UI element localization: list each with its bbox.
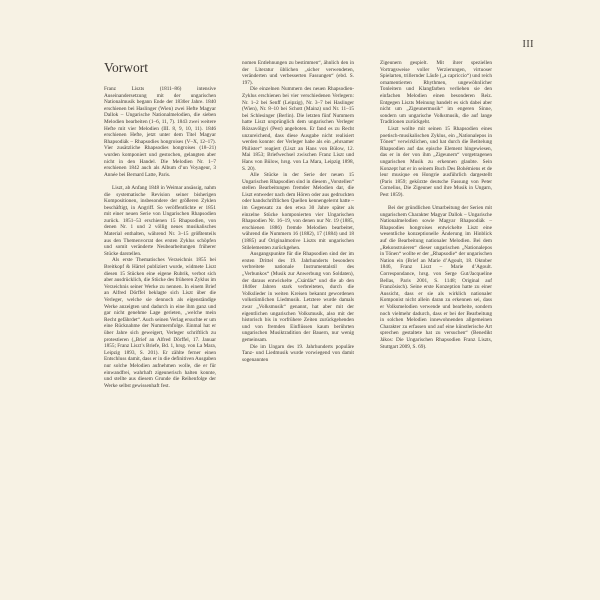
section-heading: Vorwort xyxy=(104,60,149,75)
paragraph: Liszt, ab Anfang 1848 in Weimar ansässig, nahm die systematische Revision seiner bisherigen Kompositionen, insbesondere der größeren Zyklen beschäftigt, in Angriff. So veröffentlichte er 1851 mit einer neuen Serie von Ungarischen Rhapsodien zurück. 1851–53 erschienen 15 Rhapsodien, von denen Nr. 1 und 2 völlig neues musikalisches Material enthalten, während Nr. 3–15 größtenteils aus den Themenvorrat des ersten Zyklus schöpfen und somit veränderte Neubearbeitungen früherer Stücke darstellen. xyxy=(104,184,216,257)
page-number: III xyxy=(522,39,534,50)
paragraph: Bei der gründlichen Umarbeitung der Serien mit ungarischem Charakter Magyar Dallok – Ungarische Nationalmelodien sowie Magyar Rhapsodiák – Rhapsodies hongroises entwickelte Liszt eine wesentliche konzeptionelle Änderung im Hinblick auf die Bearbeitung nationaler Melodien. Bei dem „Rekonstruieren“ dieser ungarischen „Nationalepos in Tönen“ wollte er der „Rhapsodie“ der ungarischen Nation ein (Brief an Marie d’Agoult, 18. Oktober 1846, Franz Liszt – Marie d’Agoult. Correspondance, hrsg. von Serge Gut/Jacqueline Bellas, Paris 2001, S. 1148; Original auf Französisch). Seine erste Konzeption hatte zu einer Aussicht, dass er sie als wirklich nationaler Komponist nicht allein daran zu erkennen sei, dass er Volksmelodien verwende und bearbeite, sondern noch vielmehr dadurch, dass er bei der Bearbeitung in solchen Melodien innewohnenden allgemeinen Charakter zu erfassen und auf eine künstlerische Art sprechen gestaltete hat zu versuchen“ (Benedikt Jákos: Die Ungarischen Rhapsodien Franz Liszts, Stuttgart 2009, S. 69). xyxy=(380,205,492,350)
paragraph: Franz Liszts (1811–86) intensive Auseinandersetzung mit der ungarischen Nationalmusik begann Ende der 1830er Jahre. 1840 erschienen bei Haslinger (Wien) zwei Hefte Magyar Dallok – Ungarische Nationalmelodien, die sieben Melodien bearbeiten (1–6, 11, 7). 1843 zwei weitere Hefte mit vier Melodien (III. 8, 9, 10, 11). 1846 erschienen Hefte, jetzt unter dem Titel Magyar Rhapsodiák – Rhapsodies hongroises (V–X, 12–17). Vier zusätzliche Rhapsodies hongroises (18–21) wurden komponiert und gestochen, gelangten aber nicht in den Handel. Die Melodien Nr. 1–7 erschienen 1842 auch als Album d’un Voyageur, 3 Année bei Bernard Latte, Paris. xyxy=(104,86,216,178)
text-column-1 xyxy=(104,86,216,389)
paragraph: Die einzelnen Nummern des neuen Rhapsodien-Zyklus erschienen bei vier verschiedenen Verlegern: Nr. 1–2 bei Senff (Leipzig), Nr. 3–7 bei Haslinger (Wien), Nr. 8–10 bei Schott (Mainz) und Nr. 11–15 bei Schlesinger (Berlin). Die letzten fünf Nummern hatte Liszt ursprünglich dem ungarischen Verleger Rózsavölgyi (Pest) angeboten. Er fand es zu Recht unzureichend, dass diese Ausgabe nicht realisiert werden konnte: der Verleger habe als ein „ehrsamer Philister“ reagiert (Liszt an Hans von Bülow, 12. Mai 1853; Briefwechsel zwischen Franz Liszt und Hans von Bülow, hrsg. von La Mara, Leipzig 1898, S. 20). xyxy=(242,86,354,172)
text-column-3 xyxy=(380,60,492,350)
paragraph: Ausgangspunkte für die Rhapsodien sind der im ersten Drittel des 19. Jahrhunderts besonders verbreitete nationale Instrumentalstil des „Verbunkos“ (Musik zur Anwerbung von Soldaten), der daraus entwickelte „Csárdás“ und die ab den 1840er Jahren stark verbreiteten, durch die Volkslieder in weiten Kreisen bekannt gewordenen volkstümlichen Liedmusik. Letztere wurde damals zwar „Volksmusik“ genannt, hat aber mit der eigentlichen ungarischen Volksmusik, also mit der historisch bis in vorfrühere Zeiten zurückgehenden und von fremden Einflüssen kaum berührten ungarischen Musiktradition der Bauern, nur wenig gemeinsam. xyxy=(242,251,354,343)
paragraph: Als erste Thematisches Verzeichnis 1855 bei Breitkopf & Härtel publiziert wurde, widmete Liszt diesen 15 Stücken eine eigene Rubrik, verbot sich aber ausdrücklich, die Stücke des früheren Zyklus im Verzeichnis seiner Werke zu nennen. In einem Brief an Alfred Dörffel beklagte sich Liszt über die Verleger, welche sie dennoch als eigenständige Werke anzeigten und dadurch in eine ihm ganz und gar nicht genehme Lage gerieten, „welche mein Recht gefährdet“. Auch seinen Verlag ersuchte er um eine Rücknahme der Nummernfolge. Einmal hat er über Jahre sich geweigert, Verleger schriftlich zu protestieren („Brief an Alfred Dörffel, 17. Januar 1855; Franz Liszt’s Briefe, Bd. 1, hrsg. von La Mara, Leipzig 1893, S. 201). Er zählte ferner einen Entschluss damit, dass er in die definitiven Ausgaben nur solche Melodien aufnehmen wolle, die er für einwandfrei, wahrhaft zigeunerisch halten konnte, und stellte aus diesem Grunde die Reihenfolge der Werke selbst gewissenhaft fest. xyxy=(104,257,216,389)
paragraph: nomen Entlehnungen zu bestimmen“, ähnlich den in der Literatur üblichen „sicher verwendeten, veränderten und verbesserten Fassungen“ (ebd. S. 197). xyxy=(242,60,354,86)
paragraph: Liszt wollte mit seinen 15 Rhapsodien eines poetisch-musikalischen Zyklus, ein „Nationalepos in Tönen“ verwirklichen, und hat durch die Betitelung Rhapsodien auf das epische Element hingewiesen, das er in der von ihm „Zigeunern“ vorgetragenen ungarischen Musik zu erkennen glaubte. Sein Konzept hat er in seinem Buch Des Bohémiens et de leur musique en Hongrie ausführlich dargestellt (Paris 1859; gekürzte deutsche Fassung von Peter Cornelius, Die Zigeuner und ihre Musik in Ungarn, Pest 1859). xyxy=(380,125,492,198)
text-column-2 xyxy=(242,60,354,363)
paragraph: Zigeunern gespielt. Mit ihrer speziellen Vortragsweise voller Verzierungen, virtuoser Spielarten, trillernder Läufe („a capriccio“) und reich ornamentierten Rhythmen, ungewöhnlicher Tonleitern und Klangfarben verliehen sie den einfachen Melodien einen besonderen Reiz. Entgegen Liszts Meinung handelt es sich dabei aber nicht um „Zigeunermusik“ im engeren Sinne, sondern um ungarische Volksmusik, die auf lange Traditionen zurückgeht. xyxy=(380,60,492,126)
paragraph: Die im Ungarn des 19. Jahrhunderts populäre Tanz- und Liedmusik wurde vorwiegend von damit sogenannten xyxy=(242,343,354,363)
paragraph: Alle Stücke in der Serie der neuen 15 Ungarischen Rhapsodien sind in diesem „Vorstellen“ stellen Bearbeitungen fremder Melodien dar, die Liszt entweder nach dem Hören oder aus gedruckten oder handschriftlichen Quellen kennengelernt hatte – im Gegensatz zu den etwa 30 Jahre später als einzelne Stücke komponierten vier Ungarischen Rhapsodien Nr. 16–19, von denen nur Nr. 19 (1885, erschienen 1886) fremde Melodien bearbeitet, während die Nummern 16 (1882), 17 (1884) und 18 (1885) auf Originalmotive Liszts mit ungarischen Stilelementen zurückgehen. xyxy=(242,172,354,251)
